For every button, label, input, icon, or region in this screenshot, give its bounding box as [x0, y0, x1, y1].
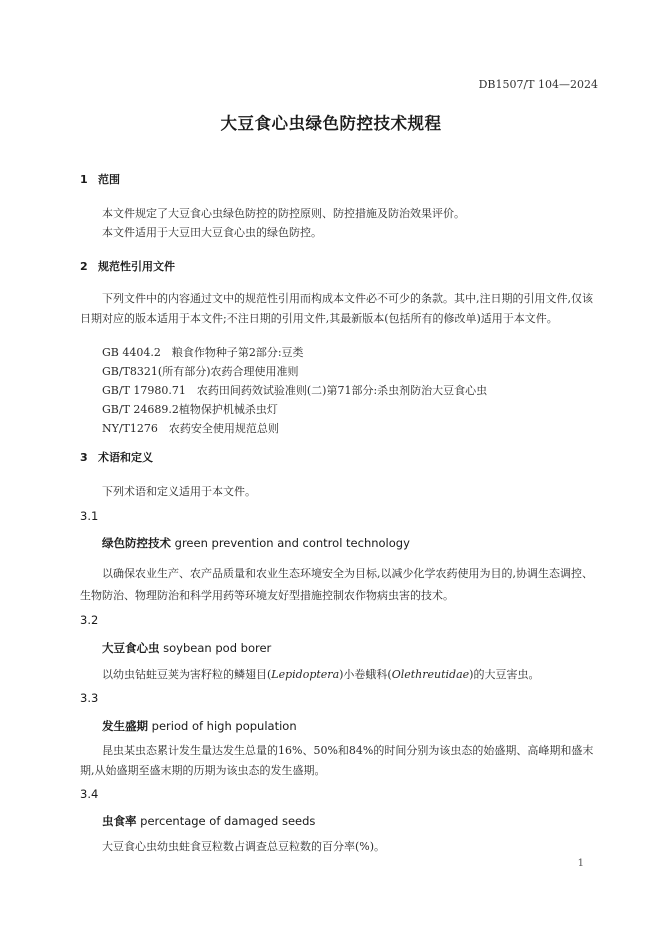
term-number: 3.1 [80, 509, 99, 523]
reference-item: GB/T 17980.71 农药田间药效试验准则(二)第71部分:杀虫剂防治大豆食心虫 [102, 384, 488, 397]
term-definition: 以确保农业生产、农产品质量和农业生态环境安全为目标,以减少化学农药使用为目的,协调生态调控、生物防治、物理防治和科学用药等环境友好型措施控制农作物病虫害的技术。 [80, 567, 593, 602]
section-number: 2 [80, 260, 88, 273]
term-number: 3.4 [80, 787, 99, 801]
document-title: 大豆食心虫绿色防控技术规程 [220, 114, 442, 133]
term-zh: 发生盛期 [102, 719, 148, 733]
page-number: 1 [577, 858, 584, 869]
terms-intro: 下列术语和定义适用于本文件。 [102, 485, 256, 498]
section-title: 规范性引用文件 [98, 260, 175, 273]
term-zh: 绿色防控技术 [102, 536, 171, 550]
scientific-name: Olethreutidae [391, 668, 470, 681]
reference-item: GB 4404.2 粮食作物种子第2部分:豆类 [102, 346, 304, 359]
term-definition: 大豆食心虫幼虫蛀食豆粒数占调查总豆粒数的百分率(%)。 [102, 840, 386, 853]
section-number: 3 [80, 451, 88, 464]
section-number: 1 [80, 173, 88, 186]
scope-paragraph-2: 本文件适用于大豆田大豆食心虫的绿色防控。 [102, 226, 322, 239]
term-number: 3.2 [80, 613, 99, 627]
section-2-heading [80, 258, 175, 274]
term-en: soybean pod borer [163, 641, 272, 655]
section-title: 范围 [98, 173, 120, 186]
term-definition [102, 665, 539, 684]
reference-item: GB/T8321(所有部分)农药合理使用准则 [102, 365, 299, 378]
definition-text: )的大豆害虫。 [469, 668, 540, 681]
scope-paragraph-1: 本文件规定了大豆食心虫绿色防控的防控原则、防控措施及防治效果评价。 [102, 207, 465, 220]
term-heading [102, 640, 271, 656]
term-en: percentage of damaged seeds [140, 814, 316, 828]
term-heading [102, 718, 297, 734]
term-en: green prevention and control technology [174, 536, 410, 550]
term-number: 3.3 [80, 691, 99, 705]
document-code: DB1507/T 104—2024 [478, 78, 598, 91]
section-3-heading [80, 449, 153, 465]
reference-item: GB/T 24689.2植物保护机械杀虫灯 [102, 403, 278, 416]
term-zh: 虫食率 [102, 814, 137, 828]
definition-text: )小卷蛾科( [339, 668, 392, 681]
reference-item: NY/T1276 农药安全使用规范总则 [102, 422, 279, 435]
scientific-name: Lepidoptera [271, 668, 340, 681]
term-definition: 昆虫某虫态累计发生量达发生总量的16%、50%和84%的时间分别为该虫态的始盛期、高峰期和盛末期,从始盛期至盛末期的历期为该虫态的发生盛期。 [80, 744, 594, 777]
section-1-heading [80, 171, 120, 187]
term-heading [102, 813, 315, 829]
definition-text: 以幼虫钻蛀豆荚为害籽粒的鳞翅目( [102, 668, 272, 681]
normative-references-intro: 下列文件中的内容通过文中的规范性引用而构成本文件必不可少的条款。其中,注日期的引用文件,仅该日期对应的版本适用于本文件;不注日期的引用文件,其最新版本(包括所有的修改单)适用于本文件。 [80, 292, 593, 325]
term-heading [102, 535, 410, 551]
term-zh: 大豆食心虫 [102, 641, 160, 655]
term-en: period of high population [151, 719, 297, 733]
section-title: 术语和定义 [98, 451, 153, 464]
